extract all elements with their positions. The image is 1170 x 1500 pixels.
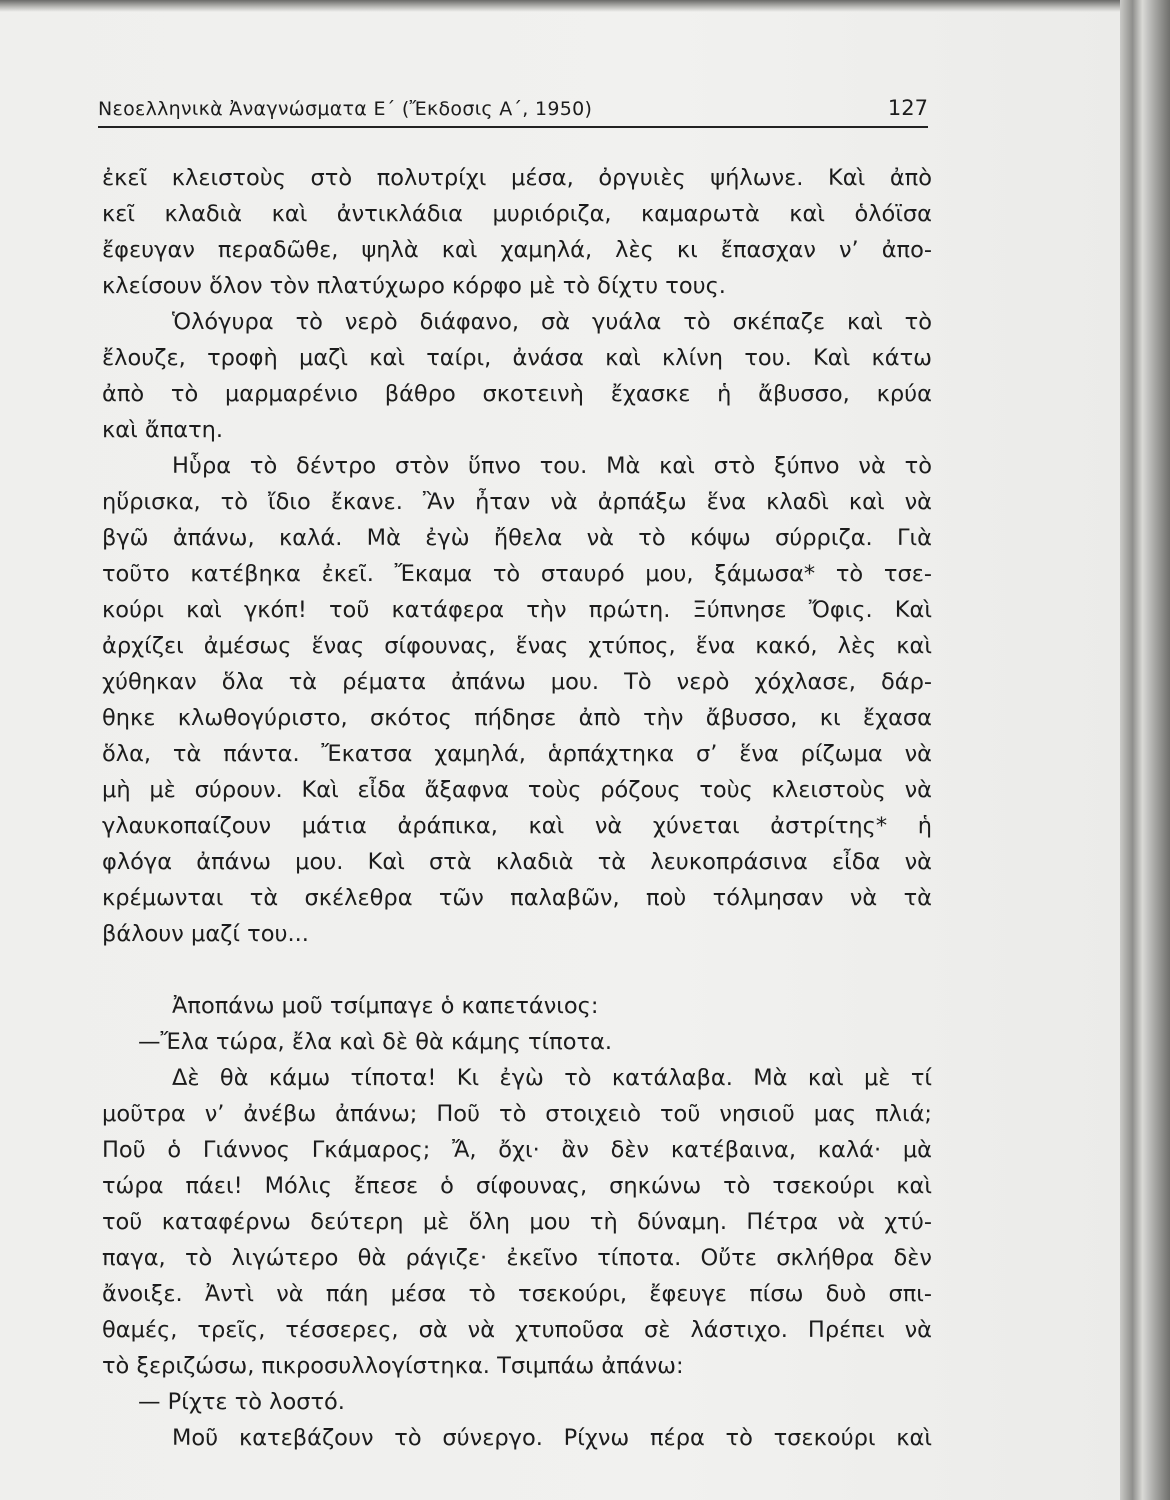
text-line: τοῦτο κατέβηκα ἐκεῖ. Ἔκαμα τὸ σταυρό μου, ξάμωσα* τὸ τσε- [102, 561, 932, 587]
text-line: τὸ ξεριζώσω, πικροσυλλογίστηκα. Τσιμπάω ἀπάνω: [102, 1353, 684, 1379]
book-spine [1120, 0, 1170, 1500]
text-line: ὅλα, τὰ πάντα. Ἔκατσα χαμηλά, ἁρπάχτηκα σ’ ἕνα ρίζωμα νὰ [102, 741, 932, 767]
text-line: Ποῦ ὁ Γιάννος Γκάμαρος; Ἄ, ὄχι· ἂν δὲν κατέβαινα, καλά· μὰ [102, 1137, 932, 1163]
text-line: ἄνοιξε. Ἀντὶ νὰ πάη μέσα τὸ τσεκούρι, ἔφευγε πίσω δυὸ σπι- [102, 1281, 932, 1307]
text-line: μὴ μὲ σύρουν. Καὶ εἶδα ἄξαφνα τοὺς ρόζους τοὺς κλειστοὺς νὰ [102, 777, 932, 803]
text-line: ἔφευγαν περαδῶθε, ψηλὰ καὶ χαμηλά, λὲς κι ἔπασχαν ν’ ἀπο- [102, 237, 932, 263]
text-line: θηκε κλωθογύριστο, σκότος πήδησε ἀπὸ τὴν ἄβυσσο, κι ἔχασα [102, 705, 932, 731]
text-line: Ηὗρα τὸ δέντρο στὸν ὕπνο του. Μὰ καὶ στὸ ξύπνο νὰ τὸ [172, 453, 932, 479]
paragraph-gap [102, 952, 932, 988]
text-line: — Ρίχτε τὸ λοστό. [138, 1389, 345, 1415]
text-line: κρέμωνται τὰ σκέλεθρα τῶν παλαβῶν, ποὺ τόλμησαν νὰ τὰ [102, 885, 932, 911]
text-line: κλείσουν ὅλον τὸν πλατύχωρο κόρφο μὲ τὸ δίχτυ τους. [102, 273, 726, 299]
text-line: χύθηκαν ὅλα τὰ ρέματα ἀπάνω μου. Τὸ νερὸ χόχλασε, δάρ- [102, 669, 932, 695]
text-line: Ὁλόγυρα τὸ νερὸ διάφανο, σὰ γυάλα τὸ σκέπαζε καὶ τὸ [172, 309, 932, 335]
text-line: καὶ ἄπατη. [102, 417, 224, 443]
text-line: ἔλουζε, τροφὴ μαζὶ καὶ ταίρι, ἀνάσα καὶ κλίνη του. Καὶ κάτω [102, 345, 932, 371]
text-line: φλόγα ἀπάνω μου. Καὶ στὰ κλαδιὰ τὰ λευκοπράσινα εἶδα νὰ [102, 849, 932, 875]
text-line: Δὲ θὰ κάμω τίποτα! Κι ἐγὼ τὸ κατάλαβα. Μὰ καὶ μὲ τί [172, 1065, 932, 1091]
text-line: ἀπὸ τὸ μαρμαρένιο βάθρο σκοτεινὴ ἔχασκε ἡ ἄβυσσο, κρύα [102, 381, 932, 407]
page-number: 127 [887, 96, 928, 120]
text-line: Ἀποπάνω μοῦ τσίμπαγε ὁ καπετάνιος: [172, 993, 599, 1019]
text-line: μοῦτρα ν’ ἀνέβω ἀπάνω; Ποῦ τὸ στοιχειὸ τοῦ νησιοῦ μας πλιά; [102, 1101, 932, 1127]
text-line: Μοῦ κατεβάζουν τὸ σύνεργο. Ρίχνω πέρα τὸ τσεκούρι καὶ [172, 1425, 932, 1451]
text-line: ἐκεῖ κλειστοὺς στὸ πολυτρίχι μέσα, ὀργυιὲς ψήλωνε. Καὶ ἀπὸ [102, 165, 932, 191]
text-line: ηὕρισκα, τὸ ἴδιο ἔκανε. Ἂν ἦταν νὰ ἀρπάξω ἕνα κλαδὶ καὶ νὰ [102, 489, 932, 515]
page-top-edge [0, 0, 1120, 12]
body-text [102, 160, 932, 1456]
text-line: κεῖ κλαδιὰ καὶ ἀντικλάδια μυριόριζα, καμαρωτὰ καὶ ὁλόϊσα [102, 201, 932, 227]
text-line: βάλουν μαζί του... [102, 921, 309, 947]
text-line: τοῦ καταφέρνω δεύτερη μὲ ὅλη μου τὴ δύναμη. Πέτρα νὰ χτύ- [102, 1209, 932, 1235]
text-line: παγα, τὸ λιγώτερο θὰ ράγιζε· ἐκεῖνο τίποτα. Οὔτε σκλήθρα δὲν [102, 1245, 932, 1271]
running-title: Νεοελληνικὰ Ἀναγνώσματα Ε΄ (Ἔκδοσις Α΄, 1950) [98, 98, 593, 120]
page-header [98, 94, 928, 134]
text-line: ἀρχίζει ἀμέσως ἕνας σίφουνας, ἕνας χτύπος, ἕνα κακό, λὲς καὶ [102, 633, 932, 659]
text-line: βγῶ ἀπάνω, καλά. Μὰ ἐγὼ ἤθελα νὰ τὸ κόψω σύρριζα. Γιὰ [102, 525, 932, 551]
text-line: γλαυκοπαίζουν μάτια ἀράπικα, καὶ νὰ χύνεται ἀστρίτης* ἡ [102, 813, 932, 839]
text-line: θαμές, τρεῖς, τέσσερες, σὰ νὰ χτυποῦσα σὲ λάστιχο. Πρέπει νὰ [102, 1317, 932, 1343]
text-line: κούρι καὶ γκόπ! τοῦ κατάφερα τὴν πρώτη. Ξύπνησε Ὄφις. Καὶ [102, 597, 932, 623]
text-line: —Ἔλα τώρα, ἔλα καὶ δὲ θὰ κάμης τίποτα. [138, 1029, 612, 1055]
text-line: τώρα πάει! Μόλις ἔπεσε ὁ σίφουνας, σηκώνω τὸ τσεκούρι καὶ [102, 1173, 932, 1199]
header-rule [98, 126, 928, 128]
